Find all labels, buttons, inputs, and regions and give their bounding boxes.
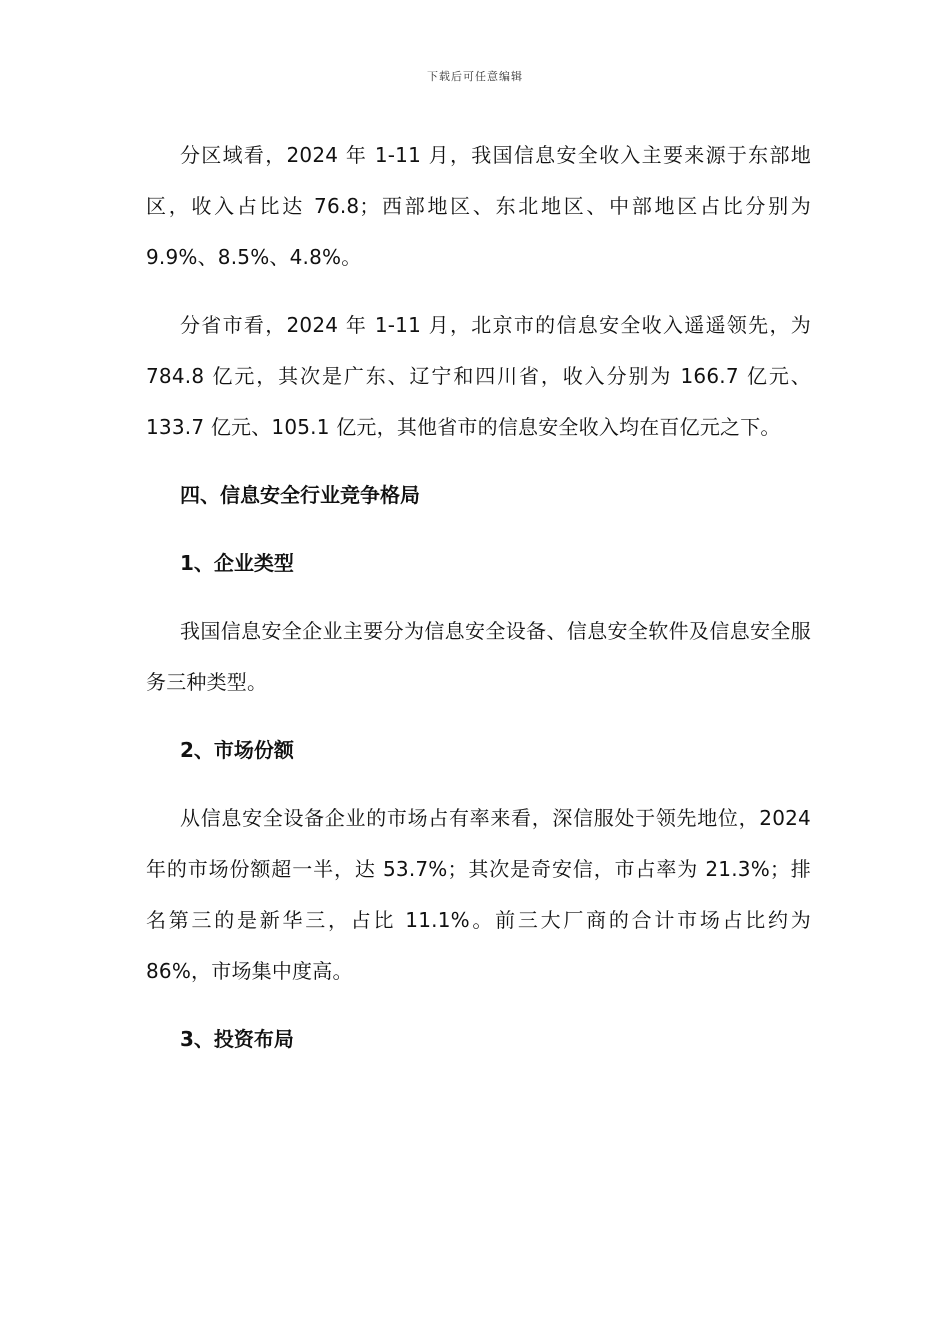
sub-heading-investment-layout: 3、投资布局 (180, 1027, 294, 1051)
section-heading: 四、信息安全行业竞争格局 (180, 483, 420, 507)
paragraph-enterprise-types: 我国信息安全企业主要分为信息安全设备、信息安全软件及信息安全服务三种类型。 (146, 619, 811, 694)
sub-heading-market-share: 2、市场份额 (180, 738, 294, 762)
paragraph-market-share: 从信息安全设备企业的市场占有率来看，深信服处于领先地位，2024 年的市场份额超一半，达 53.7%；其次是奇安信，市占率为 21.3%；排名第三的是新华三，占比 11.1%。前三大厂商的合计市场占比约为 86%，市场集中度高。 (146, 806, 811, 983)
sub-heading-enterprise-types: 1、企业类型 (180, 551, 294, 575)
paragraph-regional-revenue: 分区域看，2024 年 1-11 月，我国信息安全收入主要来源于东部地区，收入占比达 76.8；西部地区、东北地区、中部地区占比分别为 9.9%、8.5%、4.8%。 (146, 143, 811, 269)
document-body (146, 130, 811, 1065)
header-note: 下载后可任意编辑 (427, 70, 523, 83)
paragraph-provincial-revenue: 分省市看，2024 年 1-11 月，北京市的信息安全收入遥遥领先，为 784.8 亿元，其次是广东、辽宁和四川省，收入分别为 166.7 亿元、133.7 亿元、105.1 亿元，其他省市的信息安全收入均在百亿元之下。 (146, 313, 811, 439)
